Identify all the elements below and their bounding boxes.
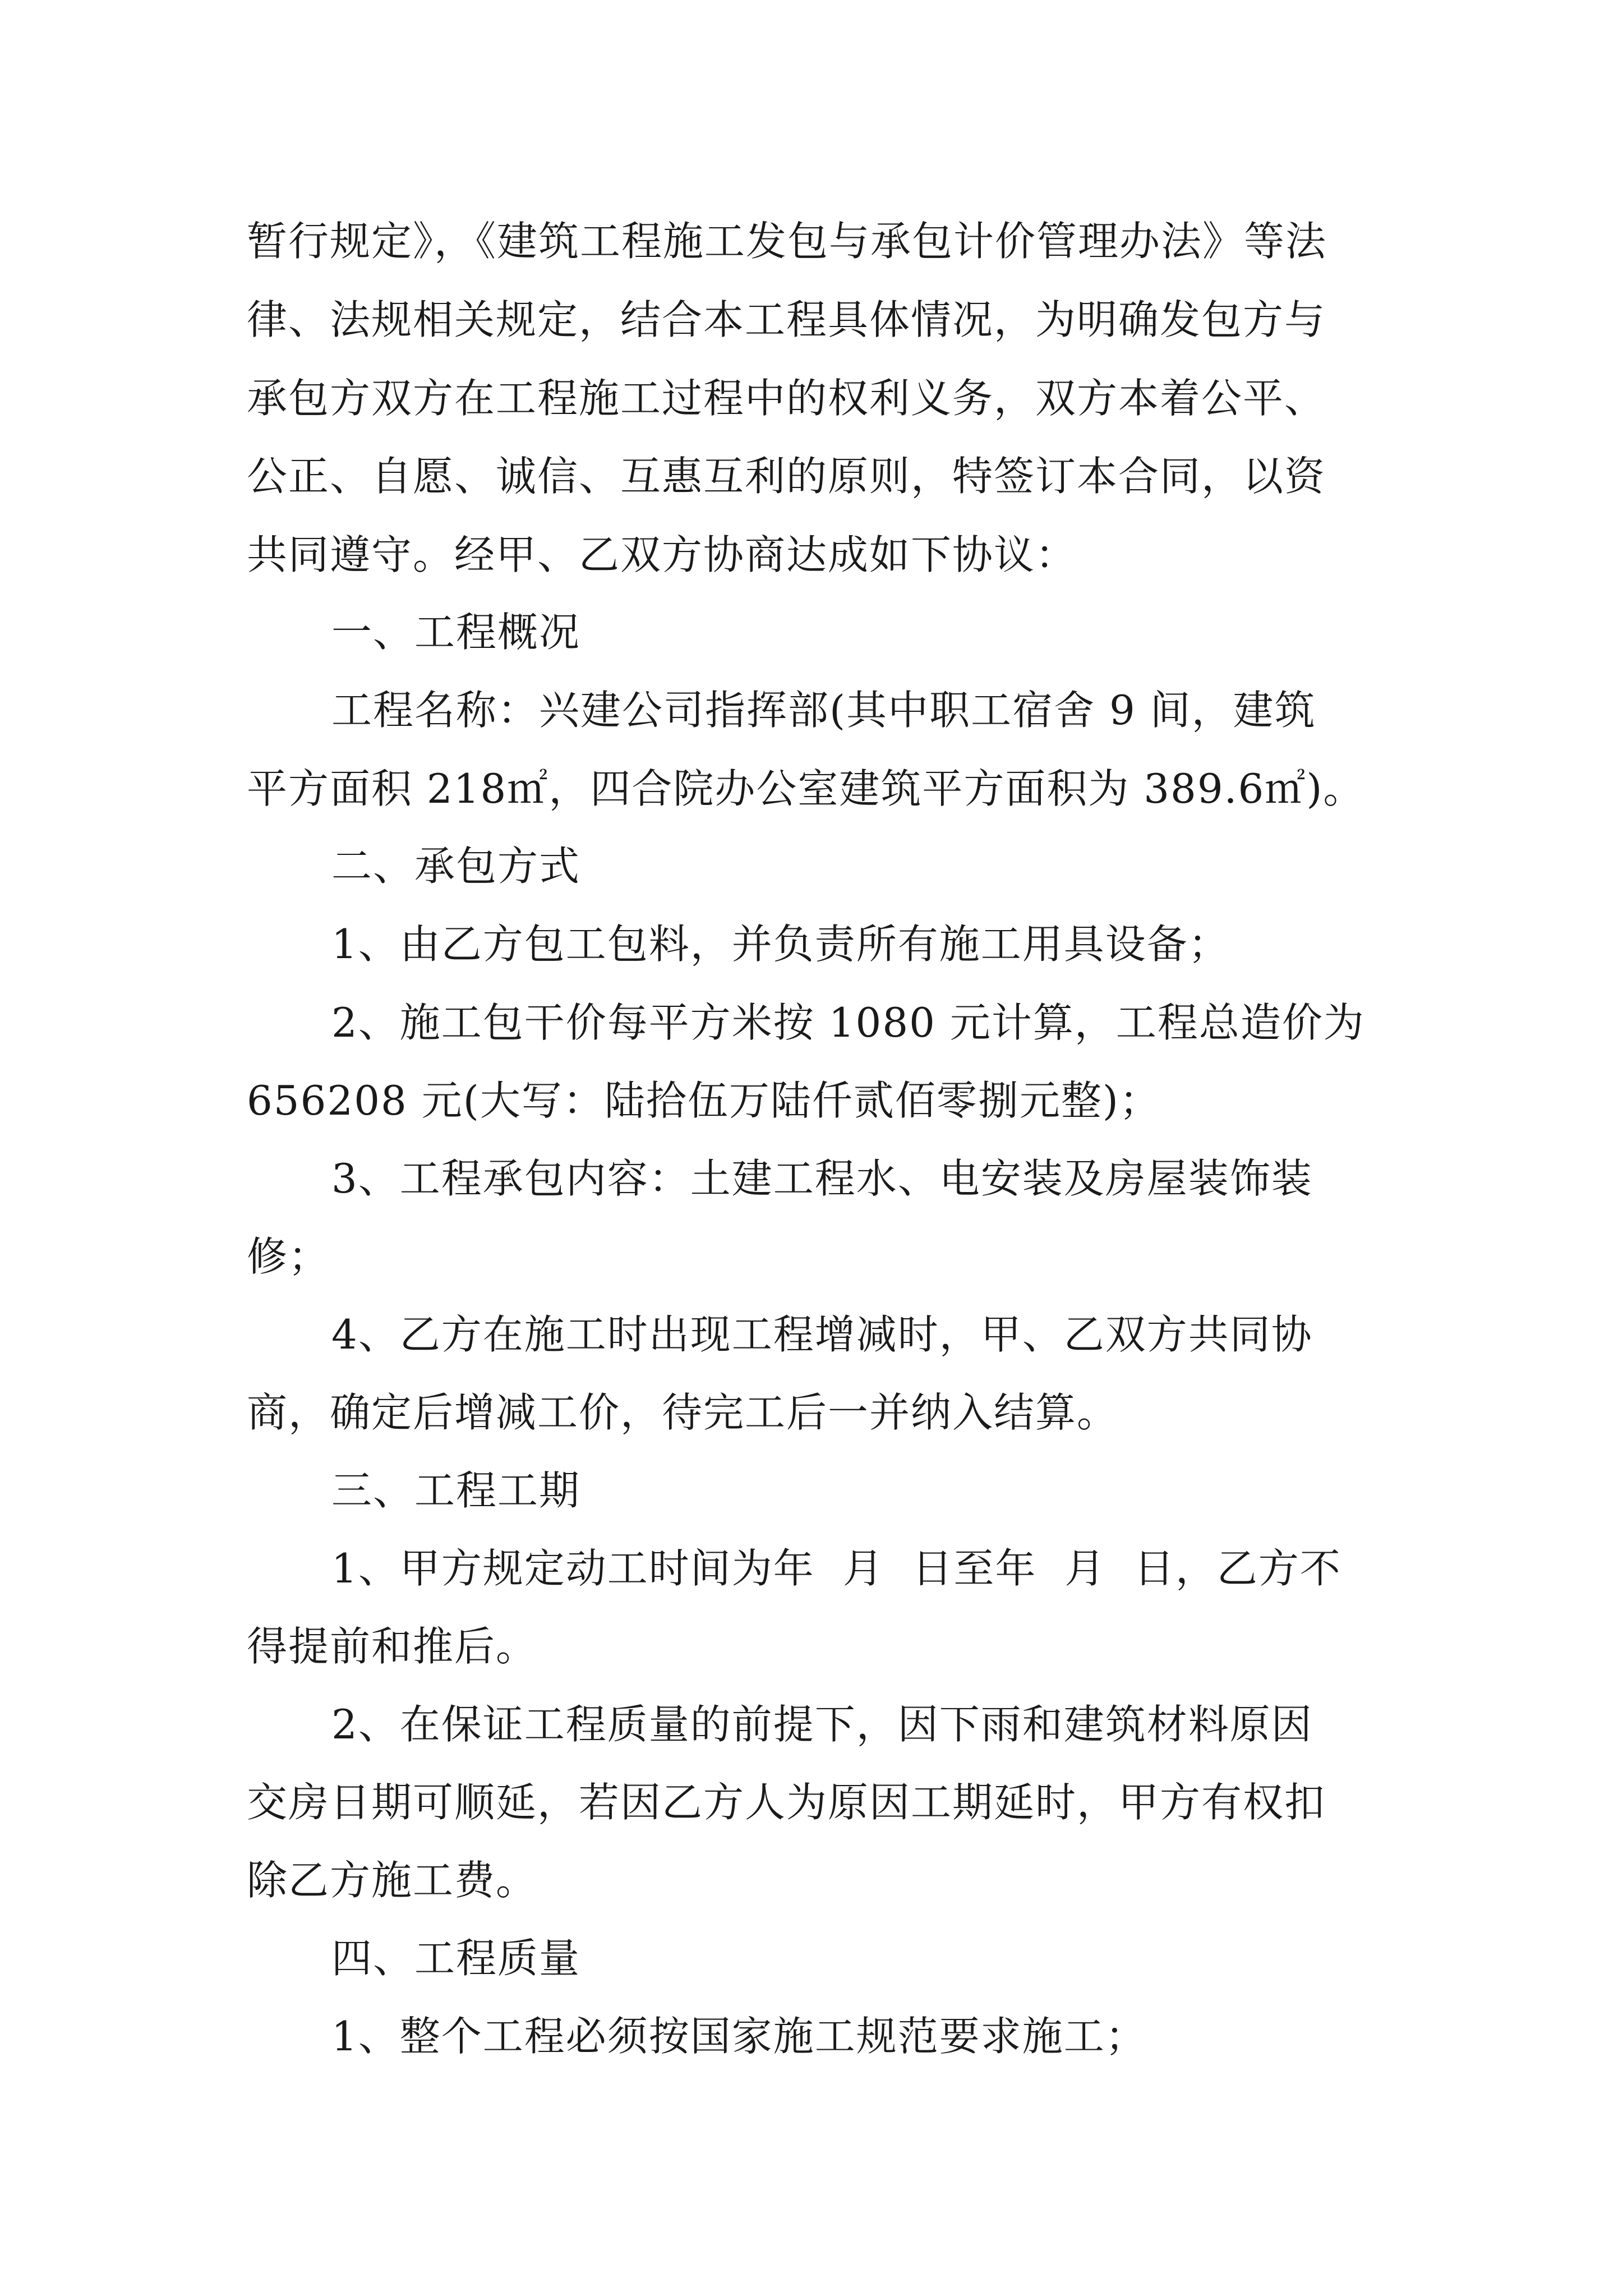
- text-line: 1、整个工程必须按国家施工规范要求施工；: [331, 2013, 1147, 2060]
- text-line: 4、乙方在施工时出现工程增减时，甲、乙双方共同协: [331, 1311, 1313, 1358]
- text-line: 1、甲方规定动工时间为年 月 日至年 月 日，乙方不: [331, 1545, 1341, 1592]
- text-line: 交房日期可顺延，若因乙方人为原因工期延时，甲方有权扣: [247, 1779, 1326, 1826]
- section-heading: 四、工程质量: [331, 1935, 581, 1982]
- text-line: 律、法规相关规定，结合本工程具体情况，为明确发包方与: [247, 296, 1326, 343]
- text-line: 公正、自愿、诚信、互惠互利的原则，特签订本合同，以资: [247, 453, 1326, 500]
- text-line: 1、由乙方包工包料，并负责所有施工用具设备；: [331, 921, 1230, 968]
- text-line: 656208 元(大写：陆拾伍万陆仟贰佰零捌元整)；: [247, 1077, 1161, 1124]
- text-line: 2、施工包干价每平方米按 1080 元计算，工程总造价为: [331, 999, 1365, 1046]
- text-line: 共同遵守。经甲、乙双方协商达成如下协议：: [247, 531, 1077, 578]
- text-line: 除乙方施工费。: [247, 1857, 538, 1904]
- text-line: 得提前和推后。: [247, 1623, 538, 1670]
- text-line: 商，确定后增减工价，待完工后一并纳入结算。: [247, 1389, 1119, 1436]
- text-line: 2、在保证工程质量的前提下，因下雨和建筑材料原因: [331, 1701, 1313, 1748]
- section-heading: 二、承包方式: [331, 843, 581, 890]
- text-line: 工程名称：兴建公司指挥部(其中职工宿舍 9 间，建筑: [331, 687, 1316, 734]
- text-line: 暂行规定》，《建筑工程施工发包与承包计价管理办法》等法: [247, 218, 1327, 265]
- section-heading: 一、工程概况: [331, 609, 581, 656]
- text-line: 3、工程承包内容：土建工程水、电安装及房屋装饰装: [331, 1155, 1313, 1202]
- text-line: 修；: [247, 1233, 330, 1280]
- section-heading: 三、工程工期: [331, 1467, 581, 1514]
- text-line: 平方面积 218㎡，四合院办公室建筑平方面积为 389.6㎡)。: [247, 765, 1365, 812]
- text-line: 承包方双方在工程施工过程中的权利义务，双方本着公平、: [247, 375, 1326, 422]
